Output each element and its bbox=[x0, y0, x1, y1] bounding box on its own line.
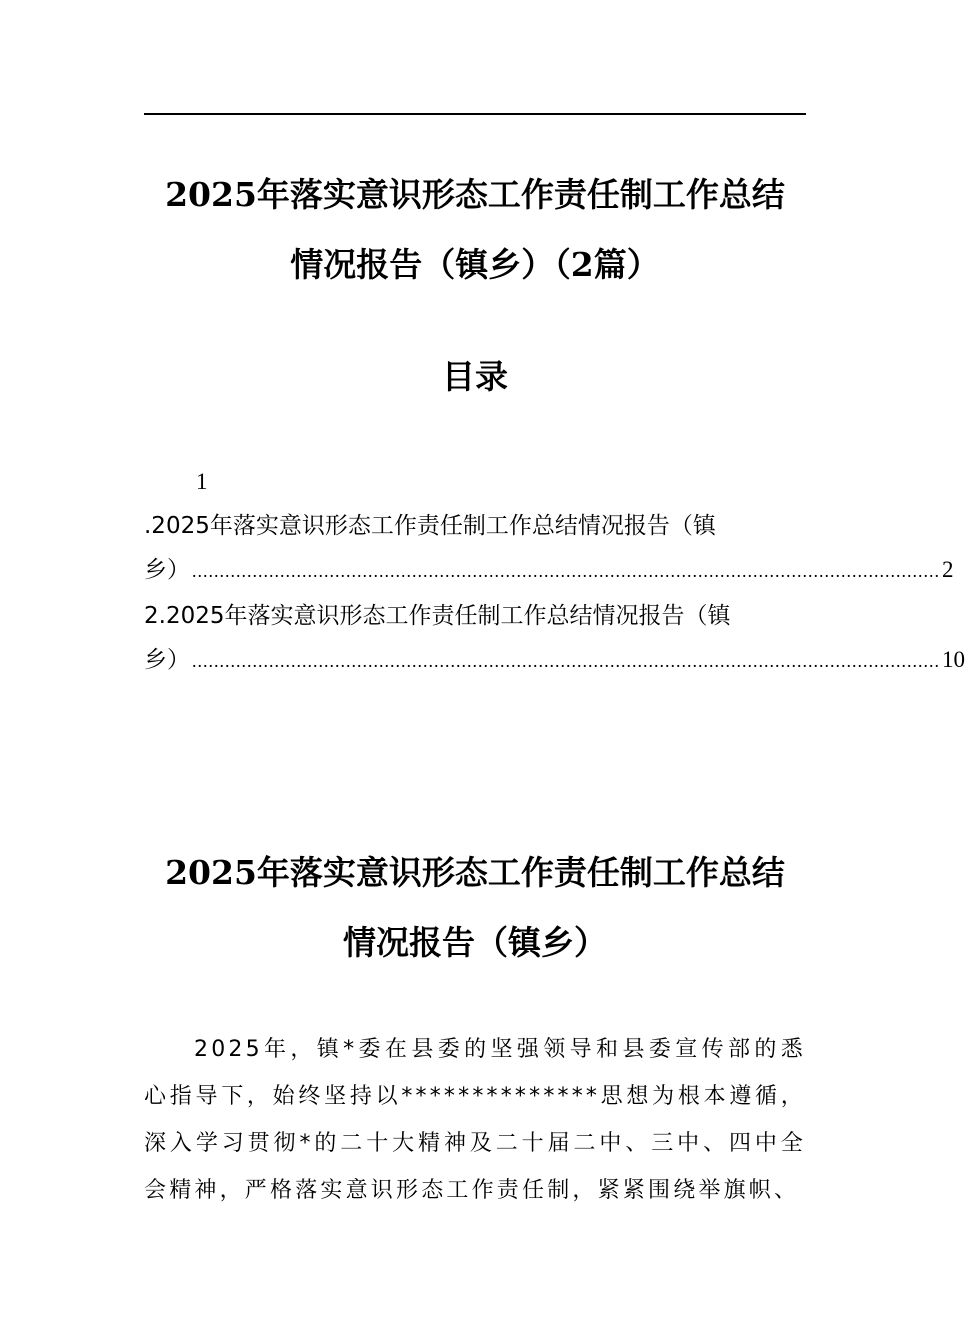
toc-entry-2[interactable] bbox=[144, 594, 965, 682]
toc-page-number: 10 bbox=[942, 647, 965, 672]
toc-entry-title-line2: 乡） bbox=[144, 557, 190, 583]
main-title-line1: 2025年落实意识形态工作责任制工作总结 bbox=[165, 175, 785, 214]
article-title bbox=[144, 838, 806, 978]
toc-entry-title-line2: 乡） bbox=[144, 647, 190, 673]
article-title-line2: 情况报告（镇乡） bbox=[343, 923, 607, 962]
toc-entry-title-cont bbox=[144, 638, 965, 682]
toc-entry-title: .2025年落实意识形态工作责任制工作总结情况报告（镇 bbox=[144, 513, 716, 539]
article-paragraph: 2025年，镇*委在县委的坚强领导和县委宣传部的悉心指导下，始终坚持以**************思想为根本遵循，深入学习贯彻*的二十大精神及二十届二中、三中、四中全会精神，严格落实意识形态工作责任制，紧紧围绕举旗帜、 bbox=[144, 1037, 806, 1203]
header-rule bbox=[144, 113, 806, 115]
toc-page-number: 2 bbox=[942, 557, 954, 582]
toc-leader-dots: ........................................................................................................................................ bbox=[192, 561, 940, 581]
article-title-line1: 2025年落实意识形态工作责任制工作总结 bbox=[165, 853, 785, 892]
toc-entry-1[interactable] bbox=[144, 504, 954, 592]
main-title bbox=[144, 160, 806, 300]
toc-entry-number: 1 bbox=[196, 469, 208, 494]
main-title-line2: 情况报告（镇乡）（2篇） bbox=[290, 245, 660, 284]
toc-heading: 目录 bbox=[442, 357, 508, 396]
toc-entry-title-cont bbox=[144, 548, 954, 592]
toc-entry-title: 2.2025年落实意识形态工作责任制工作总结情况报告（镇 bbox=[144, 603, 731, 629]
toc-leader-dots: ........................................................................................................................................ bbox=[192, 651, 940, 671]
